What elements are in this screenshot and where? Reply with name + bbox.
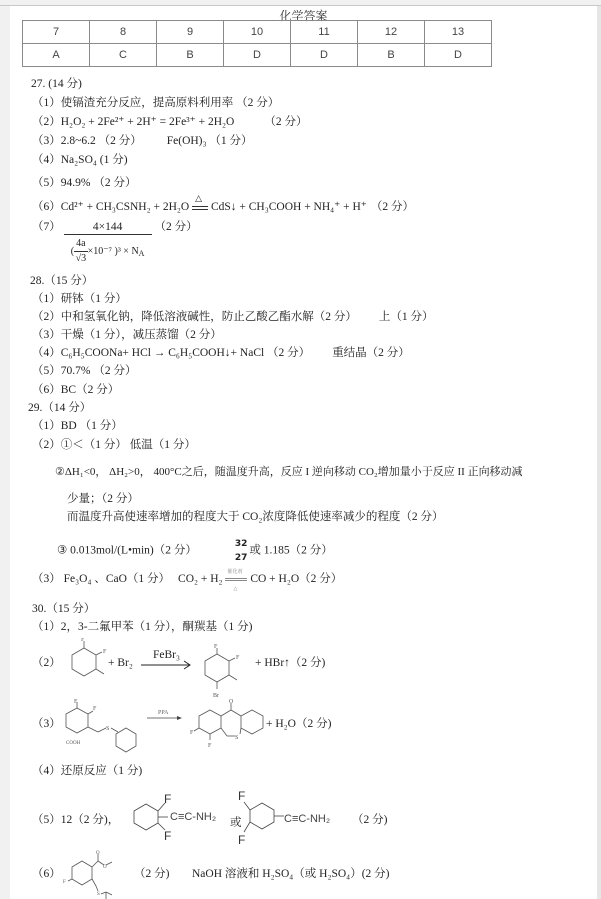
fluorine-label: F [208, 743, 212, 749]
reaction-arrow-icon [141, 660, 193, 670]
answer-cell: A [23, 44, 90, 67]
q29-part2-explanation-line2: 少量；（2 分） [67, 493, 139, 505]
q28-heading: 28.（15 分） [30, 275, 94, 287]
part-label: （3） [32, 135, 61, 147]
fluorine-label: F [63, 880, 66, 885]
bromo-difluorotoluene-structure [200, 642, 250, 700]
fraction-numerator: 32 [234, 539, 248, 549]
paren: ( [70, 245, 75, 257]
answer-text: （4）C₆H₅COONa+ HCl → C₆H₅COOH↓+ NaCl （2 分） [32, 347, 311, 359]
q30-part6-label: （6） [32, 868, 61, 880]
q27-part5: （5）94.9% （2 分） [32, 177, 137, 189]
answer-text: （3） Fe₃O₄ 、CaO（1 分） [32, 573, 171, 585]
q29-part2: （2）①＜（1 分） 低温（1 分） [32, 439, 196, 451]
q27-part7 [32, 220, 198, 266]
q30-part3-byproduct: + H₂O（2 分) [266, 718, 332, 730]
difluorotoluene-structure [62, 638, 112, 686]
sulfur-label: S [97, 892, 100, 897]
fluorine-label: F [74, 699, 78, 705]
inner-numerator: 4a [74, 237, 87, 252]
q30-part5-score: （2 分) [352, 814, 388, 826]
meta-difluoro-aminoalkyne-structure [238, 786, 286, 848]
q27-part1: （1）使镉渣充分反应，提高原料利用率 （2 分） [32, 97, 280, 109]
q30-part6-score: （2 分) [134, 868, 170, 880]
q28-part2 [32, 310, 434, 324]
bromine-reagent: + Br₂ [108, 657, 133, 669]
answer-text: Fe(OH)₃ （1 分） [166, 135, 253, 147]
oxygen-label: O [96, 851, 100, 856]
thioether-acid-structure [60, 698, 150, 756]
q30-part1: （1）2，3-二氟甲苯（1 分），酮羰基（1 分) [32, 621, 253, 633]
equation-lhs: Cd²⁺ + CH₃CSNH₂ + 2H₂O [60, 201, 190, 213]
scrollbar-track[interactable] [597, 6, 601, 899]
score: （2 分） [370, 201, 414, 213]
methyl-ester-thioether-structure [60, 846, 132, 899]
fluorine-label: F [190, 730, 194, 736]
fluorine-label: F [214, 644, 218, 650]
dibenzothiepinone-structure [190, 696, 272, 756]
question-cell: 8 [90, 21, 157, 44]
q30-part6-reagents: NaOH 溶液和 H₂SO₄（或 H₂SO₄）(2 分) [192, 868, 390, 880]
q29-part2-explanation-line1: ②ΔH₁<0， ΔH₂>0， 400°C之后，随温度升高，反应 I 逆向移动 CO₂增加量小于反应 II 正向移动减 [55, 466, 523, 478]
q30-part5-label: （5）12（2 分)， [32, 814, 120, 826]
q29-part3 [32, 570, 343, 593]
k-value: 或 1.185（2 分） [249, 544, 333, 557]
answer-cell: D [425, 44, 492, 67]
heat-condition [192, 193, 208, 210]
ppa-reagent: PPA [158, 710, 169, 716]
catalyst-condition [225, 570, 247, 593]
answer-cell: B [157, 44, 224, 67]
q28-part1: （1）研钵（1 分） [32, 293, 127, 305]
question-cell: 7 [23, 21, 90, 44]
question-cell: 13 [425, 21, 492, 44]
q29-part1: （1）BD （1 分） [32, 420, 123, 432]
part-label: （6） [32, 201, 61, 213]
fluorine-label: F [93, 706, 97, 712]
febr3-catalyst: FeBr₃ [153, 649, 181, 661]
rate-answer: ③ 0.013mol/(L•min)（2 分） [57, 544, 197, 557]
answer-cell: B [358, 44, 425, 67]
q30-part2-label: （2） [32, 657, 61, 669]
equation-lhs: CO₂ + H₂ [178, 573, 223, 585]
inner-fraction [74, 237, 87, 266]
fluorine-label: F [164, 792, 172, 806]
part-label: （7） [32, 221, 61, 233]
fluorine-label: F [103, 649, 107, 655]
q28-part3: （3）干燥（1 分），减压蒸馏（2 分） [32, 329, 222, 341]
or-label: 或 [230, 817, 242, 829]
answer-text: 2.8~6.2 （2 分） [60, 135, 142, 147]
fluorine-label: F [236, 655, 240, 661]
question-cell: 10 [224, 21, 291, 44]
score: （2 分） [299, 573, 343, 585]
q30-part3-label: （3） [32, 718, 61, 730]
q27-part2 [32, 115, 307, 129]
sulfur-label: S [106, 726, 110, 732]
density-fraction [64, 220, 152, 266]
q29-part2-explanation-line3: 而温度升高使速率增加的程度大于 CO₂浓度降低使速率减少的程度（2 分） [67, 511, 444, 523]
carboxyl-label: COOH [66, 741, 81, 746]
bromine-label: Br [213, 693, 219, 699]
den-rest: ×10⁻⁷ )³ × N [87, 245, 139, 257]
score: （2 分） [154, 221, 198, 233]
q27-part6 [32, 193, 414, 214]
answer-text: （2）中和氢氧化钠，降低溶液碱性，防止乙酸乙酯水解（2 分） [32, 311, 357, 323]
fraction-denominator: 27 [234, 553, 248, 563]
reaction-arrow-icon [147, 714, 183, 722]
q27-part4: （4）Na₂SO₄ (1 分) [32, 154, 128, 166]
triangle-icon: △ [195, 193, 202, 203]
equation: H₂O₂ + 2Fe²⁺ + 2H⁺ = 2Fe³⁺ + 2H₂O [60, 116, 235, 128]
equation-rhs: CO + H₂O [250, 573, 300, 585]
q30-part2-byproduct: + HBr↑（2 分) [255, 657, 326, 669]
q29-heading: 29.（14 分） [28, 402, 92, 414]
heat-label: △ [233, 587, 238, 593]
score: （2 分） [264, 116, 308, 128]
question-cell: 9 [157, 21, 224, 44]
answer-cell: D [291, 44, 358, 67]
fluorine-label: F [238, 789, 246, 803]
q28-part5: （5）70.7% （2 分） [32, 365, 137, 377]
q30-heading: 30.（15 分） [32, 603, 96, 615]
fluorine-label: F [238, 833, 246, 847]
answer-row [23, 44, 492, 67]
equation-rhs: CdS↓ + CH₃COOH + NH₄⁺ + H⁺ [210, 201, 367, 213]
question-number-row [23, 21, 492, 44]
inner-denominator: √3 [75, 253, 87, 264]
part-label: （2） [32, 116, 61, 128]
q27-heading: 27. (14 分) [31, 78, 82, 90]
q30-part4: （4）还原反应（1 分) [32, 765, 143, 777]
page-title: 化学答案 [279, 9, 328, 23]
fraction-numerator: 4×144 [64, 220, 152, 235]
document-page [10, 6, 597, 899]
question-cell: 12 [358, 21, 425, 44]
oxygen-label: O [103, 865, 107, 870]
k-fraction [233, 537, 250, 565]
sulfur-label: S [235, 735, 239, 741]
answer-text: 上（1 分） [378, 311, 434, 323]
aminoethynyl-group: C≡C-NH₂ [284, 813, 331, 825]
q29-part2-rate [57, 537, 333, 565]
fraction-denominator [64, 237, 152, 266]
q27-part3 [32, 134, 253, 148]
answer-cell: D [224, 44, 291, 67]
question-cell: 11 [291, 21, 358, 44]
aminoethynyl-group: C≡C-NH₂ [170, 811, 217, 823]
subscript: A [138, 248, 145, 258]
q28-part4 [32, 346, 410, 360]
answer-text: 重结晶（2 分） [332, 347, 410, 359]
catalyst-label: 催化剂 [227, 570, 243, 576]
oxygen-label: O [229, 699, 234, 705]
fluorine-label: F [164, 829, 172, 842]
q28-part6: （6）BC（2 分） [32, 384, 120, 396]
answer-table [22, 20, 492, 67]
fluorine-label: F [81, 638, 85, 643]
answer-cell: C [90, 44, 157, 67]
